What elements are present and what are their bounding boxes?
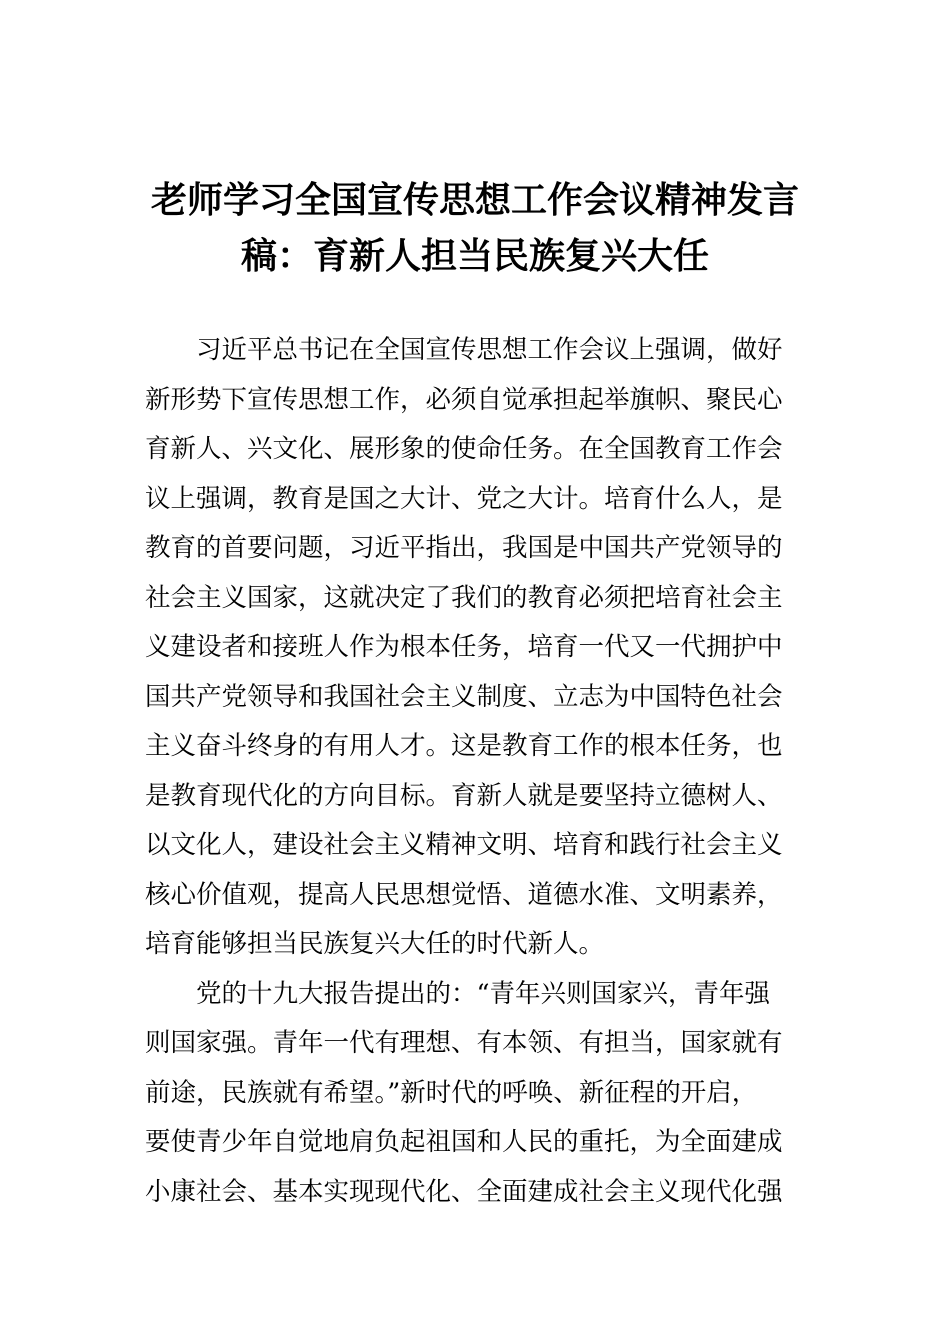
paragraph-line: 习近平总书记在全国宣传思想工作会议上强调，做好 — [196, 335, 783, 365]
paragraph-line: 育新人、兴文化、展形象的使命任务。在全国教育工作会 — [145, 434, 783, 464]
paragraph-line: 义建设者和接班人作为根本任务，培育一代又一代拥护中 — [145, 632, 783, 662]
paragraph-line: 要使青少年自觉地肩负起祖国和人民的重托，为全面建成 — [145, 1127, 783, 1157]
paragraph-line: 前途，民族就有希望。”新时代的呼唤、新征程的开启， — [145, 1077, 758, 1108]
paragraph-line: 则国家强。青年一代有理想、有本领、有担当，国家就有 — [145, 1028, 783, 1058]
paragraph — [145, 326, 809, 970]
paragraph-line: 教育的首要问题，习近平指出，我国是中国共产党领导的 — [145, 533, 783, 563]
paragraph-line: 培育能够担当民族复兴大任的时代新人。 — [145, 929, 605, 959]
title-line: 稿：育新人担当民族复兴大任 — [240, 235, 709, 277]
paragraph-line: 国共产党领导和我国社会主义制度、立志为中国特色社会 — [145, 681, 783, 712]
document-body — [145, 326, 809, 1217]
paragraph-line: 党的十九大报告提出的：“青年兴则国家兴，青年强 — [196, 978, 771, 1009]
document-title — [130, 172, 820, 284]
paragraph — [145, 970, 809, 1218]
paragraph-line: 主义奋斗终身的有用人才。这是教育工作的根本任务，也 — [145, 731, 783, 761]
paragraph-line: 以文化人，建设社会主义精神文明、培育和践行社会主义 — [145, 830, 783, 860]
paragraph-line: 是教育现代化的方向目标。育新人就是要坚持立德树人、 — [145, 780, 783, 811]
paragraph-line: 社会主义国家，这就决定了我们的教育必须把培育社会主 — [145, 582, 783, 613]
paragraph-line: 核心价值观，提高人民思想觉悟、道德水准、文明素养， — [145, 879, 783, 910]
paragraph-line: 新形势下宣传思想工作，必须自觉承担起举旗帜、聚民心 — [145, 384, 783, 415]
paragraph-line: 小康社会、基本实现现代化、全面建成社会主义现代化强 — [145, 1176, 783, 1207]
title-line: 老师学习全国宣传思想工作会议精神发言 — [150, 179, 799, 221]
paragraph-line: 议上强调，教育是国之大计、党之大计。培育什么人，是 — [145, 483, 783, 514]
